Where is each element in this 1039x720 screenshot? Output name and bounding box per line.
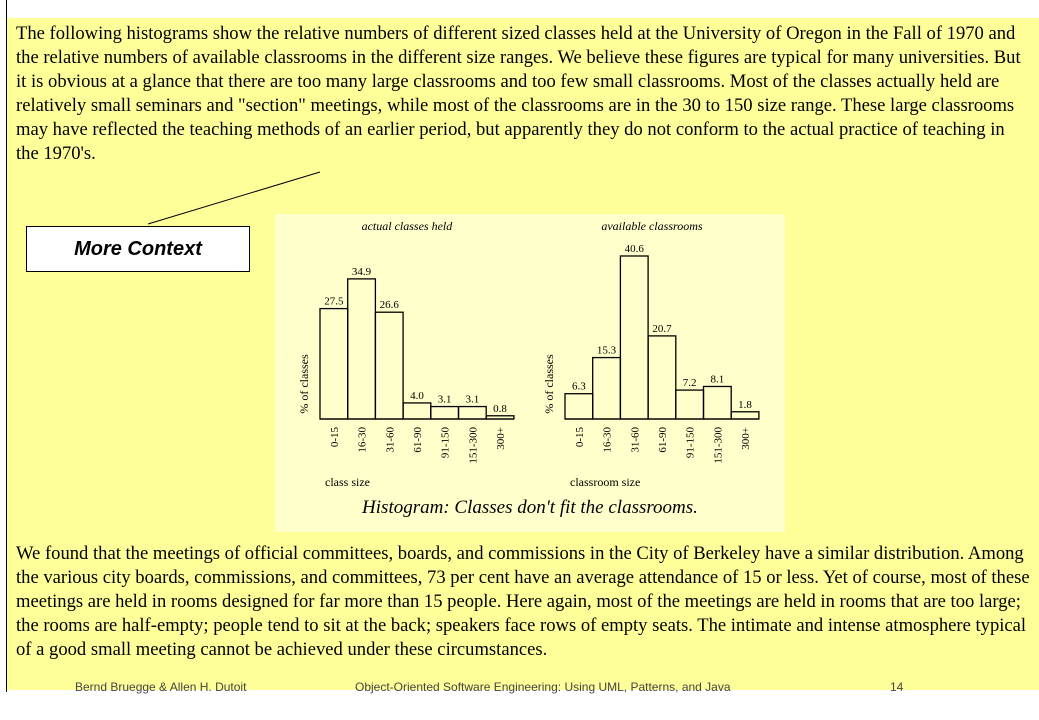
- bar-61-90: [403, 403, 431, 419]
- category-tick-label: 151-300: [467, 427, 480, 464]
- intro-paragraph: The following histograms show the relative numbers of different sized classes held at the University of Oregon in the Fall of 1970 and the relative numbers of available classrooms in the different size ranges. We believe these figures are typical for many universities. But it is obvious at a glance that there are too many large classrooms and too few small classrooms. Most of the classes actually held are relatively small seminars and "section" meetings, while most of the classrooms are in the 30 to 150 size range. These large classrooms may have reflected the teaching methods of an earlier period, but apparently they do not conform to the actual practice of teaching in the 1970's.: [16, 23, 1021, 164]
- left-border-line: [6, 0, 7, 692]
- histogram-2: [542, 219, 759, 489]
- histogram-charts: [275, 214, 785, 499]
- y-axis-label: % of classes: [542, 354, 556, 414]
- category-tick-label: 300+: [740, 427, 753, 450]
- slide-footer: [0, 680, 1039, 694]
- bar-91-150: [431, 407, 459, 419]
- category-tick-label: 91-150: [439, 427, 452, 459]
- value-label: 6.3: [571, 380, 586, 393]
- x-axis-label: class size: [325, 475, 370, 489]
- value-label: 27.5: [324, 295, 344, 308]
- category-tick-label: 31-60: [629, 427, 642, 453]
- footer-authors: Bernd Bruegge & Allen H. Dutoit: [75, 680, 247, 694]
- value-label: 15.3: [596, 344, 617, 357]
- bar-151-300: [704, 386, 732, 419]
- category-tick-label: 31-60: [384, 427, 397, 453]
- figure-caption: Histogram: Classes don't fit the classrooms.: [362, 497, 698, 518]
- value-label: 26.6: [379, 299, 399, 312]
- value-label: 8.1: [710, 373, 725, 386]
- value-label: 3.1: [465, 393, 480, 406]
- bar-91-150: [676, 390, 704, 419]
- category-tick-label: 16-30: [356, 427, 369, 453]
- chart-title: actual classes held: [361, 219, 453, 233]
- value-label: 3.1: [437, 393, 452, 406]
- chart-title: available classrooms: [601, 219, 703, 233]
- bar-300+: [731, 412, 759, 419]
- category-tick-label: 61-90: [656, 427, 669, 453]
- category-tick-label: 91-150: [684, 427, 697, 459]
- value-label: 7.2: [682, 377, 697, 390]
- value-label: 20.7: [652, 322, 672, 335]
- x-axis-label: classroom size: [570, 475, 641, 489]
- y-axis-label: % of classes: [297, 354, 311, 414]
- footer-page-number: 14: [890, 680, 904, 694]
- value-label: 40.6: [624, 243, 644, 255]
- category-tick-label: 0-15: [573, 427, 586, 448]
- closing-paragraph: We found that the meetings of official committees, boards, and commissions in the City of Berkeley have a similar distribution. Among the various city boards, commissions, and committees, 73 per cent have an average attendance of 15 or less. Yet of course, most of these meetings are held in rooms designed for far more than 15 people. Here again, most of the meetings are held in rooms that are too large; the rooms are half-empty; people tend to sit at the back; speakers face rows of empty seats. The intimate and intense atmosphere typical of a good small meeting cannot be achieved under these circumstances.: [16, 543, 1030, 660]
- more-context-button[interactable]: More Context: [26, 226, 250, 272]
- bar-0-15: [565, 394, 593, 419]
- bar-61-90: [648, 336, 676, 419]
- category-tick-label: 61-90: [411, 427, 424, 453]
- bar-0-15: [320, 309, 348, 419]
- bar-16-30: [348, 279, 376, 419]
- value-label: 4.0: [410, 389, 424, 402]
- bar-31-60: [620, 256, 648, 419]
- bar-31-60: [375, 312, 403, 419]
- category-tick-label: 300+: [495, 427, 508, 450]
- category-tick-label: 16-30: [601, 427, 614, 453]
- value-label: 0.8: [493, 402, 507, 415]
- value-label: 1.8: [738, 398, 752, 411]
- bar-151-300: [459, 407, 487, 419]
- footer-book-title: Object-Oriented Software Engineering: Using UML, Patterns, and Java: [355, 680, 731, 694]
- value-label: 34.9: [351, 265, 372, 278]
- category-tick-label: 0-15: [328, 427, 341, 448]
- histogram-1: [297, 219, 514, 489]
- category-tick-label: 151-300: [712, 427, 725, 464]
- bar-16-30: [593, 358, 621, 419]
